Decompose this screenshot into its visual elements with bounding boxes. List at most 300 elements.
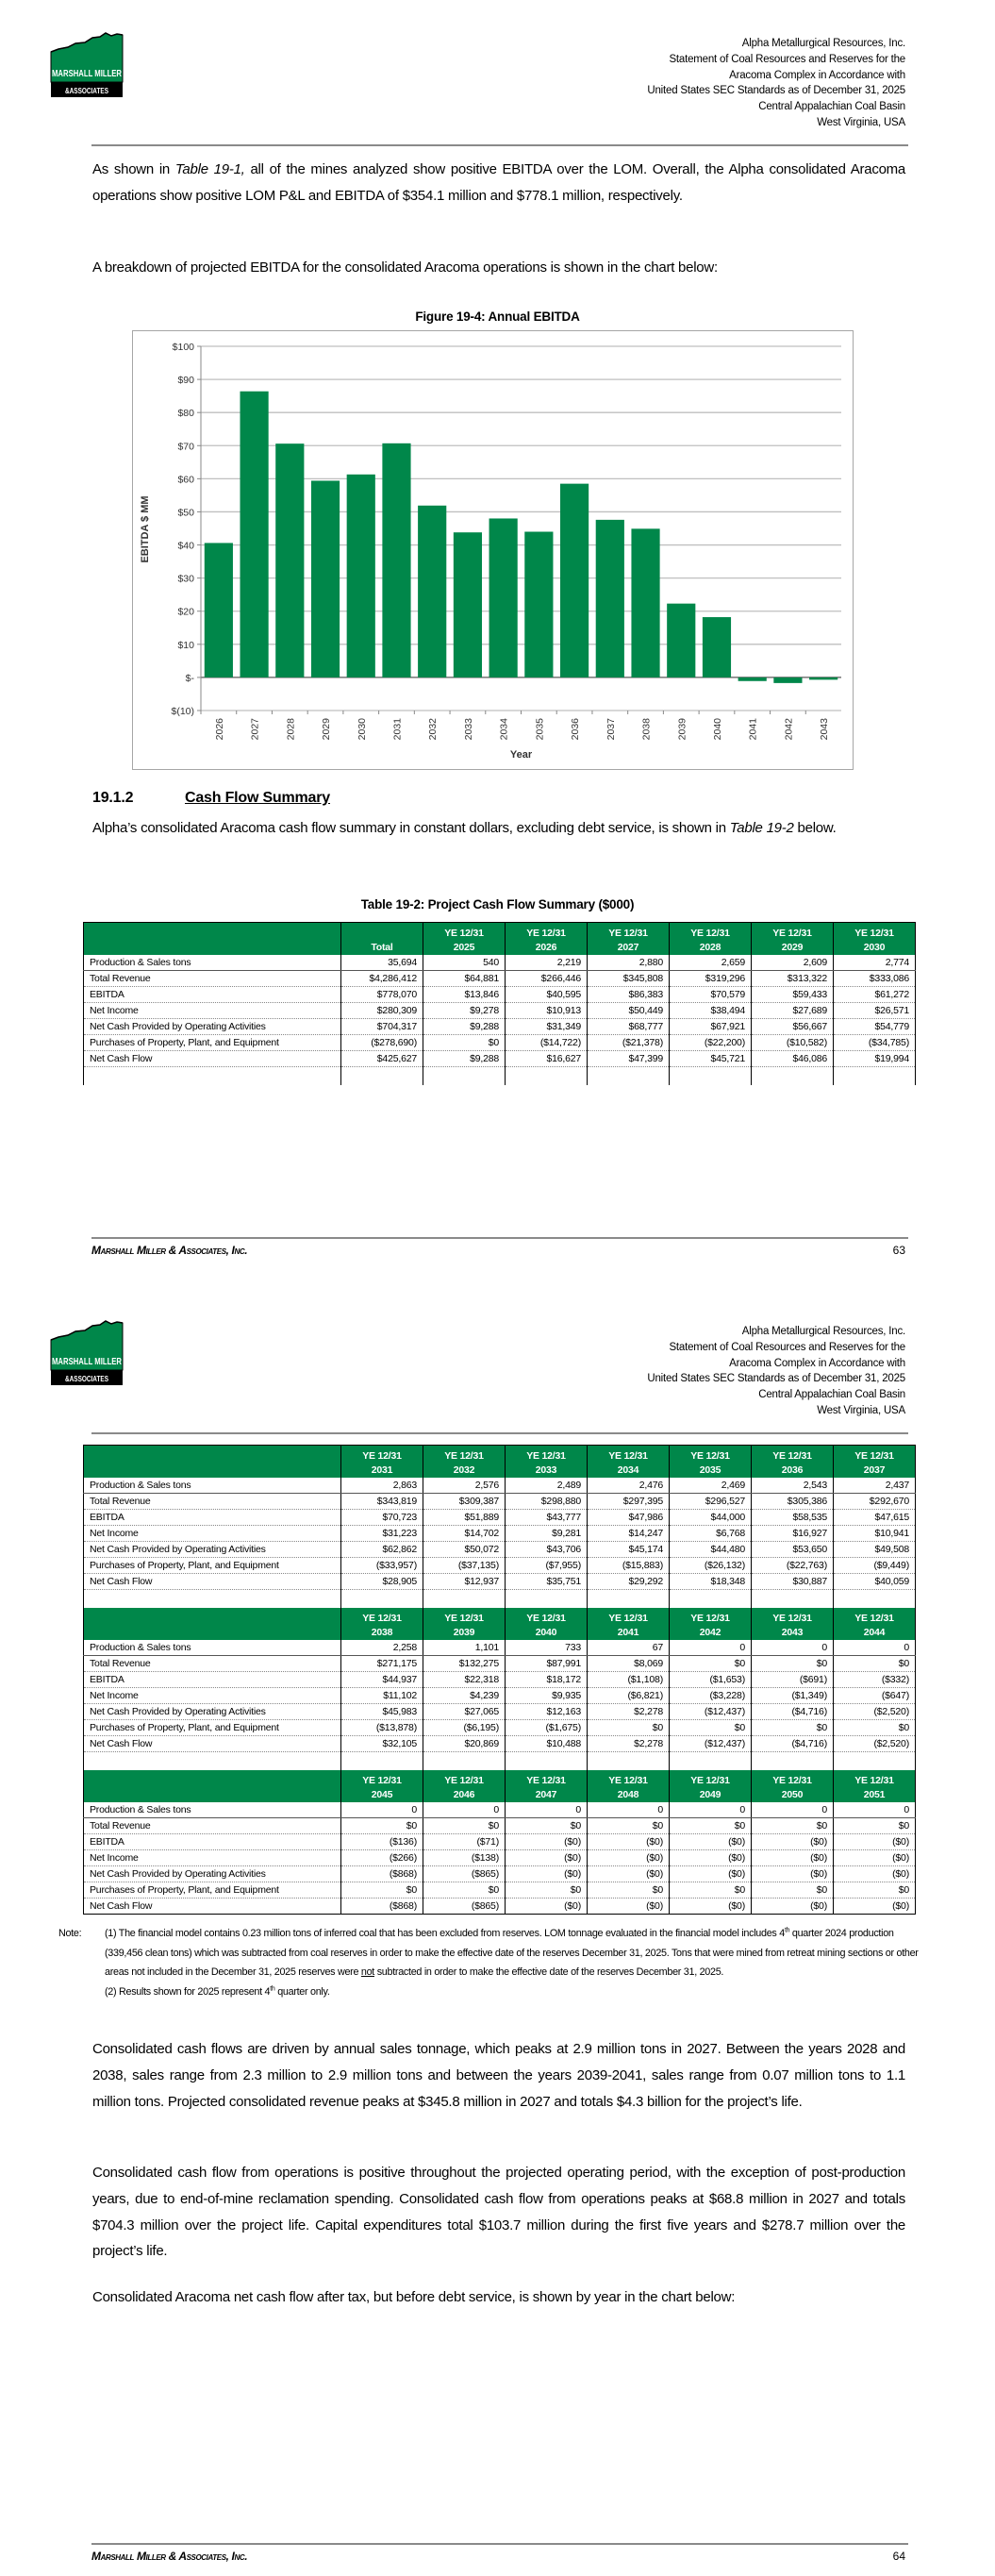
table-cell: 2,543 <box>752 1478 834 1494</box>
empty-cell <box>752 1590 834 1609</box>
header-divider <box>91 144 908 146</box>
table-cell: $31,223 <box>341 1526 423 1542</box>
table-cell: $0 <box>670 1720 752 1736</box>
table-cell: $11,102 <box>341 1688 423 1704</box>
table-cell: $50,072 <box>423 1542 506 1558</box>
table-cell: $6,768 <box>670 1526 752 1542</box>
table-header-row <box>84 1608 916 1640</box>
row-label: Purchases of Property, Plant, and Equipment <box>84 1882 341 1899</box>
table-header-row <box>84 1770 916 1802</box>
table-cell: $271,175 <box>341 1656 423 1672</box>
table-spacer-row <box>84 1590 916 1609</box>
table-cell: ($0) <box>588 1850 670 1866</box>
x-tick-label: 2029 <box>321 718 333 741</box>
table-cell: ($13,878) <box>341 1720 423 1736</box>
table-row <box>84 1558 916 1574</box>
x-tick-label: 2032 <box>427 718 439 741</box>
column-header-line: YE 12/31 <box>608 928 648 939</box>
row-label: Production & Sales tons <box>84 955 341 971</box>
table-cell: ($0) <box>834 1899 916 1915</box>
table-cell: ($0) <box>506 1866 588 1882</box>
column-header-line: YE 12/31 <box>690 1450 730 1462</box>
table-cell: $0 <box>588 1882 670 1899</box>
empty-cell <box>84 1590 341 1609</box>
table-cell: $70,579 <box>670 987 752 1003</box>
header-line: Central Appalachian Coal Basin <box>758 101 905 113</box>
x-tick-label: 2031 <box>391 718 404 741</box>
column-header-line: YE 12/31 <box>690 1613 730 1624</box>
table-cell: 0 <box>423 1802 506 1818</box>
column-header <box>752 1608 834 1640</box>
table-cell: $47,615 <box>834 1510 916 1526</box>
table-cell: ($0) <box>834 1834 916 1850</box>
table-cell: $46,086 <box>752 1051 834 1067</box>
column-header <box>423 1446 506 1479</box>
column-header-year: 2035 <box>699 1464 721 1476</box>
column-header-year: 2047 <box>535 1789 557 1800</box>
empty-cell <box>84 1752 341 1771</box>
column-header-year: 2049 <box>699 1789 721 1800</box>
table-cell: $280,309 <box>341 1003 423 1019</box>
table-cell: ($0) <box>588 1899 670 1915</box>
table-cell: $45,721 <box>670 1051 752 1067</box>
row-label: Net Cash Provided by Operating Activities <box>84 1019 341 1035</box>
table-cell: ($691) <box>752 1672 834 1688</box>
row-label: Production & Sales tons <box>84 1802 341 1818</box>
x-tick-label: 2033 <box>462 718 474 741</box>
column-header-year: 2029 <box>781 942 804 953</box>
y-tick-label: $70 <box>177 441 194 453</box>
table-cell: $29,292 <box>588 1574 670 1590</box>
paragraph-cash-flow-intro: Alpha’s consolidated Aracoma cash flow summary in constant dollars, excluding debt service, is shown in Table 19-2 below. <box>92 820 837 836</box>
table-cell: $309,387 <box>423 1494 506 1510</box>
table-cell: $68,777 <box>588 1019 670 1035</box>
footer-company: Marshall Miller & Associates, Inc. <box>91 2550 248 2563</box>
table-cell: $18,172 <box>506 1672 588 1688</box>
section-title: Cash Flow Summary <box>185 790 330 806</box>
page-64 <box>0 1288 995 2576</box>
column-header-line: YE 12/31 <box>526 928 566 939</box>
table-cell: ($0) <box>670 1850 752 1866</box>
column-header-line: YE 12/31 <box>854 928 894 939</box>
row-label: Net Cash Flow <box>84 1736 341 1752</box>
table-cell: 2,476 <box>588 1478 670 1494</box>
column-header <box>834 1608 916 1640</box>
table-cell: $40,595 <box>506 987 588 1003</box>
table-cell: ($0) <box>834 1850 916 1866</box>
table-row <box>84 1510 916 1526</box>
table-cell: 67 <box>588 1640 670 1656</box>
marshall-miller-logo <box>49 31 124 99</box>
table-cell: $9,288 <box>423 1051 506 1067</box>
table-row <box>84 1003 916 1019</box>
x-tick-label: 2028 <box>285 718 297 741</box>
y-tick-label: $(10) <box>171 706 194 717</box>
x-axis-title: Year <box>509 749 533 761</box>
x-tick-label: 2034 <box>498 718 510 741</box>
table-cell: $14,247 <box>588 1526 670 1542</box>
x-tick-label: 2026 <box>213 718 225 741</box>
table-cell: $305,386 <box>752 1494 834 1510</box>
table-cell: ($37,135) <box>423 1558 506 1574</box>
table-cell: $47,986 <box>588 1510 670 1526</box>
table-cell: ($332) <box>834 1672 916 1688</box>
table-cell: $296,527 <box>670 1494 752 1510</box>
table-cell: ($7,955) <box>506 1558 588 1574</box>
table-cell: 540 <box>423 955 506 971</box>
table-cell: $47,399 <box>588 1051 670 1067</box>
table-cell: $0 <box>588 1818 670 1834</box>
table-cell: 0 <box>588 1802 670 1818</box>
table-row <box>84 1866 916 1882</box>
header-cell-blank <box>84 923 341 956</box>
table-cell: ($1,675) <box>506 1720 588 1736</box>
table-row <box>84 1834 916 1850</box>
column-header <box>834 923 916 956</box>
empty-cell <box>84 1067 341 1086</box>
column-header <box>341 1446 423 1479</box>
page-footer <box>91 1244 908 1257</box>
table-cell: $8,069 <box>588 1656 670 1672</box>
table-cell: $45,983 <box>341 1704 423 1720</box>
table-cell: $704,317 <box>341 1019 423 1035</box>
note-2: (2) Results shown for 2025 represent 4th quarter only. <box>105 1984 330 1998</box>
empty-cell <box>341 1067 423 1086</box>
table-cell: ($22,200) <box>670 1035 752 1051</box>
table-cell: $59,433 <box>752 987 834 1003</box>
header-cell-blank <box>84 1608 341 1640</box>
note-label: Note: <box>58 1928 82 1939</box>
bar-2034 <box>489 518 518 677</box>
table-row <box>84 1720 916 1736</box>
table-cell: $61,272 <box>834 987 916 1003</box>
table-row <box>84 1526 916 1542</box>
table-cell: ($0) <box>752 1899 834 1915</box>
table-cell: ($136) <box>341 1834 423 1850</box>
paragraph-ebitda-summary: As shown in Table 19-1, all of the mines analyzed show positive EBITDA over the LOM. Overall, the Alpha consolidated Aracoma operations show positive LOM P&L and EBITDA of $354.1 million and $778.1 million, respectively. <box>92 161 905 204</box>
table-cell: $0 <box>834 1720 916 1736</box>
column-header-year: 2027 <box>617 942 639 953</box>
cash-flow-table-continued <box>83 1445 916 1915</box>
column-header <box>588 923 670 956</box>
y-tick-label: $60 <box>177 474 194 486</box>
table-cell: $38,494 <box>670 1003 752 1019</box>
column-header-year: 2036 <box>781 1464 804 1476</box>
table-row <box>84 1035 916 1051</box>
header-line: Central Appalachian Coal Basin <box>758 1389 905 1401</box>
paragraph-breakdown-intro: A breakdown of projected EBITDA for the consolidated Aracoma operations is shown in the chart below: <box>92 259 718 276</box>
table-reference: Table 19-1, <box>174 161 245 177</box>
table-cell: $35,751 <box>506 1574 588 1590</box>
figure-title: Figure 19-4: Annual EBITDA <box>415 309 580 324</box>
table-cell: $4,286,412 <box>341 971 423 987</box>
row-label: Production & Sales tons <box>84 1478 341 1494</box>
table-cell: $19,994 <box>834 1051 916 1067</box>
table-cell: $32,105 <box>341 1736 423 1752</box>
empty-cell <box>752 1067 834 1086</box>
column-header-line: YE 12/31 <box>854 1450 894 1462</box>
table-cell: 1,101 <box>423 1640 506 1656</box>
column-header-line: YE 12/31 <box>772 1613 812 1624</box>
table-cell: $30,887 <box>752 1574 834 1590</box>
column-header-line: YE 12/31 <box>772 928 812 939</box>
table-cell: 2,576 <box>423 1478 506 1494</box>
page-number: 63 <box>892 1244 905 1257</box>
table-cell: $22,318 <box>423 1672 506 1688</box>
empty-cell <box>423 1067 506 1086</box>
table-cell: ($0) <box>834 1866 916 1882</box>
empty-cell <box>341 1590 423 1609</box>
bar-2043 <box>809 677 837 679</box>
marshall-miller-logo <box>49 1319 124 1387</box>
column-header <box>834 1770 916 1802</box>
row-label: Net Cash Provided by Operating Activities <box>84 1542 341 1558</box>
table-cell: $20,869 <box>423 1736 506 1752</box>
row-label: Production & Sales tons <box>84 1640 341 1656</box>
table-cell: $132,275 <box>423 1656 506 1672</box>
note-1: (1) The financial model contains 0.23 million tons of inferred coal that has been excluded from reserves. LOM tonnage evaluated in the financial model includes 4th quarter 2024 production (339,456 clean tons) which was subtracted from coal reserves in order to make the effective date of the reserves December 31, 2025. Tons that were mined from retreat mining sections or other areas not included in the December 31, 2025 reserves were not subtracted in order to make the effective date of the reserves December 31, 2025. <box>105 1927 919 1978</box>
column-header <box>670 1446 752 1479</box>
table-cell: ($3,228) <box>670 1688 752 1704</box>
column-header <box>341 1770 423 1802</box>
y-tick-label: $90 <box>177 375 194 387</box>
column-header <box>752 1770 834 1802</box>
column-header-line: YE 12/31 <box>690 1775 730 1786</box>
table-cell: ($4,716) <box>752 1704 834 1720</box>
header-line: West Virginia, USA <box>817 1404 905 1416</box>
row-label: Net Cash Provided by Operating Activities <box>84 1866 341 1882</box>
table-row <box>84 987 916 1003</box>
row-label: Net Cash Provided by Operating Activities <box>84 1704 341 1720</box>
table-row <box>84 1882 916 1899</box>
table-header-row <box>84 923 916 956</box>
row-label: Net Income <box>84 1850 341 1866</box>
table-reference: Table 19-2 <box>729 820 794 836</box>
column-header-year: 2046 <box>453 1789 475 1800</box>
table-cell: $345,808 <box>588 971 670 987</box>
table-cell: $0 <box>834 1818 916 1834</box>
table-cell: ($278,690) <box>341 1035 423 1051</box>
table-cell: 2,609 <box>752 955 834 971</box>
column-header <box>670 1608 752 1640</box>
table-cell: $297,395 <box>588 1494 670 1510</box>
bar-2037 <box>596 520 624 677</box>
row-label: Net Cash Flow <box>84 1051 341 1067</box>
table-cell: $56,667 <box>752 1019 834 1035</box>
table-cell: ($0) <box>588 1866 670 1882</box>
table-cell: $292,670 <box>834 1494 916 1510</box>
column-header-line: YE 12/31 <box>444 1613 484 1624</box>
table-cell: 2,219 <box>506 955 588 971</box>
table-cell: ($0) <box>506 1899 588 1915</box>
table-cell: ($138) <box>423 1850 506 1866</box>
table-cell: $31,349 <box>506 1019 588 1035</box>
column-header <box>834 1446 916 1479</box>
header-cell-blank <box>84 1446 341 1479</box>
bar-2036 <box>560 484 589 677</box>
x-tick-label: 2027 <box>249 718 261 741</box>
x-tick-label: 2030 <box>356 718 368 741</box>
table-cell: ($0) <box>506 1834 588 1850</box>
column-header-line: YE 12/31 <box>608 1450 648 1462</box>
table-cell: $313,322 <box>752 971 834 987</box>
empty-cell <box>670 1067 752 1086</box>
empty-cell <box>423 1590 506 1609</box>
table-cell: ($1,653) <box>670 1672 752 1688</box>
table-cell: $43,706 <box>506 1542 588 1558</box>
bar-2028 <box>275 443 304 677</box>
table-cell: ($12,437) <box>670 1736 752 1752</box>
table-cell: $18,348 <box>670 1574 752 1590</box>
table-cell: $53,650 <box>752 1542 834 1558</box>
table-cell: ($868) <box>341 1866 423 1882</box>
table-cell: 0 <box>834 1640 916 1656</box>
column-header-year: 2033 <box>535 1464 557 1476</box>
table-cell: $9,281 <box>506 1526 588 1542</box>
table-cell: $51,889 <box>423 1510 506 1526</box>
y-tick-label: $- <box>185 672 194 684</box>
table-cell: ($14,722) <box>506 1035 588 1051</box>
column-header-year: 2038 <box>371 1627 393 1638</box>
table-cell: $86,383 <box>588 987 670 1003</box>
table-cell: 35,694 <box>341 955 423 971</box>
column-header-line: YE 12/31 <box>526 1775 566 1786</box>
table-cell: $0 <box>341 1818 423 1834</box>
column-header-line: YE 12/31 <box>608 1775 648 1786</box>
column-header-year: 2043 <box>781 1627 804 1638</box>
table-cell: ($34,785) <box>834 1035 916 1051</box>
table-cell: $12,937 <box>423 1574 506 1590</box>
column-header-year: 2050 <box>781 1789 804 1800</box>
bar-2030 <box>347 475 375 677</box>
table-cell: $16,927 <box>752 1526 834 1542</box>
document-header <box>647 1324 905 1419</box>
table-cell: ($0) <box>670 1866 752 1882</box>
column-header-line: YE 12/31 <box>608 1613 648 1624</box>
column-header <box>670 923 752 956</box>
table-cell: $0 <box>423 1035 506 1051</box>
table-cell: 0 <box>752 1802 834 1818</box>
table-cell: $10,941 <box>834 1526 916 1542</box>
table-cell: ($266) <box>341 1850 423 1866</box>
y-tick-label: $80 <box>177 408 194 420</box>
empty-cell <box>588 1590 670 1609</box>
table-cell: $0 <box>752 1656 834 1672</box>
table-cell: ($22,763) <box>752 1558 834 1574</box>
table-cell: $298,880 <box>506 1494 588 1510</box>
row-label: EBITDA <box>84 987 341 1003</box>
y-tick-label: $100 <box>172 342 194 353</box>
page-number: 64 <box>892 2550 905 2563</box>
header-line: Aracoma Complex in Accordance with <box>729 1357 905 1369</box>
table-cell: $0 <box>752 1818 834 1834</box>
column-header <box>752 923 834 956</box>
footer-company: Marshall Miller & Associates, Inc. <box>91 1244 248 1257</box>
row-label: Net Cash Flow <box>84 1899 341 1915</box>
empty-cell <box>752 1752 834 1771</box>
svg-text:&ASSOCIATES: &ASSOCIATES <box>65 1375 109 1383</box>
row-label: Net Income <box>84 1003 341 1019</box>
table-row <box>84 1672 916 1688</box>
bar-2038 <box>631 528 659 677</box>
paragraph-operating-cash-flow: Consolidated cash flow from operations is positive throughout the projected operating period, with the exception of post-production years, due to end-of-mine reclamation spending. Consolidated cash flow from operations peaks at $68.8 million in 2027 and totals $704.3 million over the project life. Capital expenditures total $103.7 million during the first five years and $278.7 million over the project’s life. <box>92 2165 905 2260</box>
table-cell: ($33,957) <box>341 1558 423 1574</box>
table-cell: $0 <box>752 1720 834 1736</box>
table-cell: 0 <box>341 1802 423 1818</box>
row-label: Total Revenue <box>84 1656 341 1672</box>
table-cell: $12,163 <box>506 1704 588 1720</box>
table-cell: $266,446 <box>506 971 588 987</box>
x-tick-label: 2041 <box>747 718 759 741</box>
x-tick-label: 2035 <box>534 718 546 741</box>
table-row <box>84 955 916 971</box>
y-tick-label: $20 <box>177 606 194 618</box>
column-header-year: 2032 <box>453 1464 475 1476</box>
row-label: Total Revenue <box>84 971 341 987</box>
column-header-year: 2037 <box>863 1464 886 1476</box>
column-header <box>506 1770 588 1802</box>
table-row <box>84 1656 916 1672</box>
table-row <box>84 1802 916 1818</box>
table-row <box>84 1542 916 1558</box>
table-cell: $0 <box>423 1818 506 1834</box>
row-label: Total Revenue <box>84 1818 341 1834</box>
column-header <box>506 1446 588 1479</box>
document-header <box>647 36 905 131</box>
table-cell: ($868) <box>341 1899 423 1915</box>
y-tick-label: $50 <box>177 507 194 519</box>
table-row <box>84 1899 916 1915</box>
empty-cell <box>341 1752 423 1771</box>
x-tick-label: 2043 <box>819 718 831 741</box>
column-header-line: YE 12/31 <box>362 1450 402 1462</box>
table-cell: $0 <box>506 1882 588 1899</box>
empty-cell <box>506 1067 588 1086</box>
table-cell: ($0) <box>752 1834 834 1850</box>
bar-2029 <box>311 480 340 677</box>
table-cell: ($6,821) <box>588 1688 670 1704</box>
table-cell: ($865) <box>423 1899 506 1915</box>
table-cell: $9,935 <box>506 1688 588 1704</box>
table-cell: ($12,437) <box>670 1704 752 1720</box>
table-cell: $50,449 <box>588 1003 670 1019</box>
table-cell: ($0) <box>752 1850 834 1866</box>
table-cell: 733 <box>506 1640 588 1656</box>
table-cell: ($0) <box>752 1866 834 1882</box>
table-cell: 2,258 <box>341 1640 423 1656</box>
header-line: Alpha Metallurgical Resources, Inc. <box>741 38 905 49</box>
table-cell: ($15,883) <box>588 1558 670 1574</box>
bar-2039 <box>667 604 695 677</box>
x-tick-label: 2039 <box>676 718 688 741</box>
table-cell: $0 <box>506 1818 588 1834</box>
table-cell: 0 <box>670 1640 752 1656</box>
svg-text:&ASSOCIATES: &ASSOCIATES <box>65 87 109 95</box>
row-label: Total Revenue <box>84 1494 341 1510</box>
table-cell: $0 <box>670 1882 752 1899</box>
row-label: Purchases of Property, Plant, and Equipment <box>84 1558 341 1574</box>
section-heading <box>92 790 330 807</box>
column-header-year: 2041 <box>617 1627 639 1638</box>
empty-cell <box>506 1590 588 1609</box>
table-cell: $0 <box>423 1882 506 1899</box>
table-cell: $778,070 <box>341 987 423 1003</box>
table-cell: 2,880 <box>588 955 670 971</box>
x-tick-label: 2038 <box>640 718 653 741</box>
column-header-year: 2040 <box>535 1627 557 1638</box>
row-label: Purchases of Property, Plant, and Equipment <box>84 1720 341 1736</box>
x-tick-label: 2036 <box>570 718 582 741</box>
